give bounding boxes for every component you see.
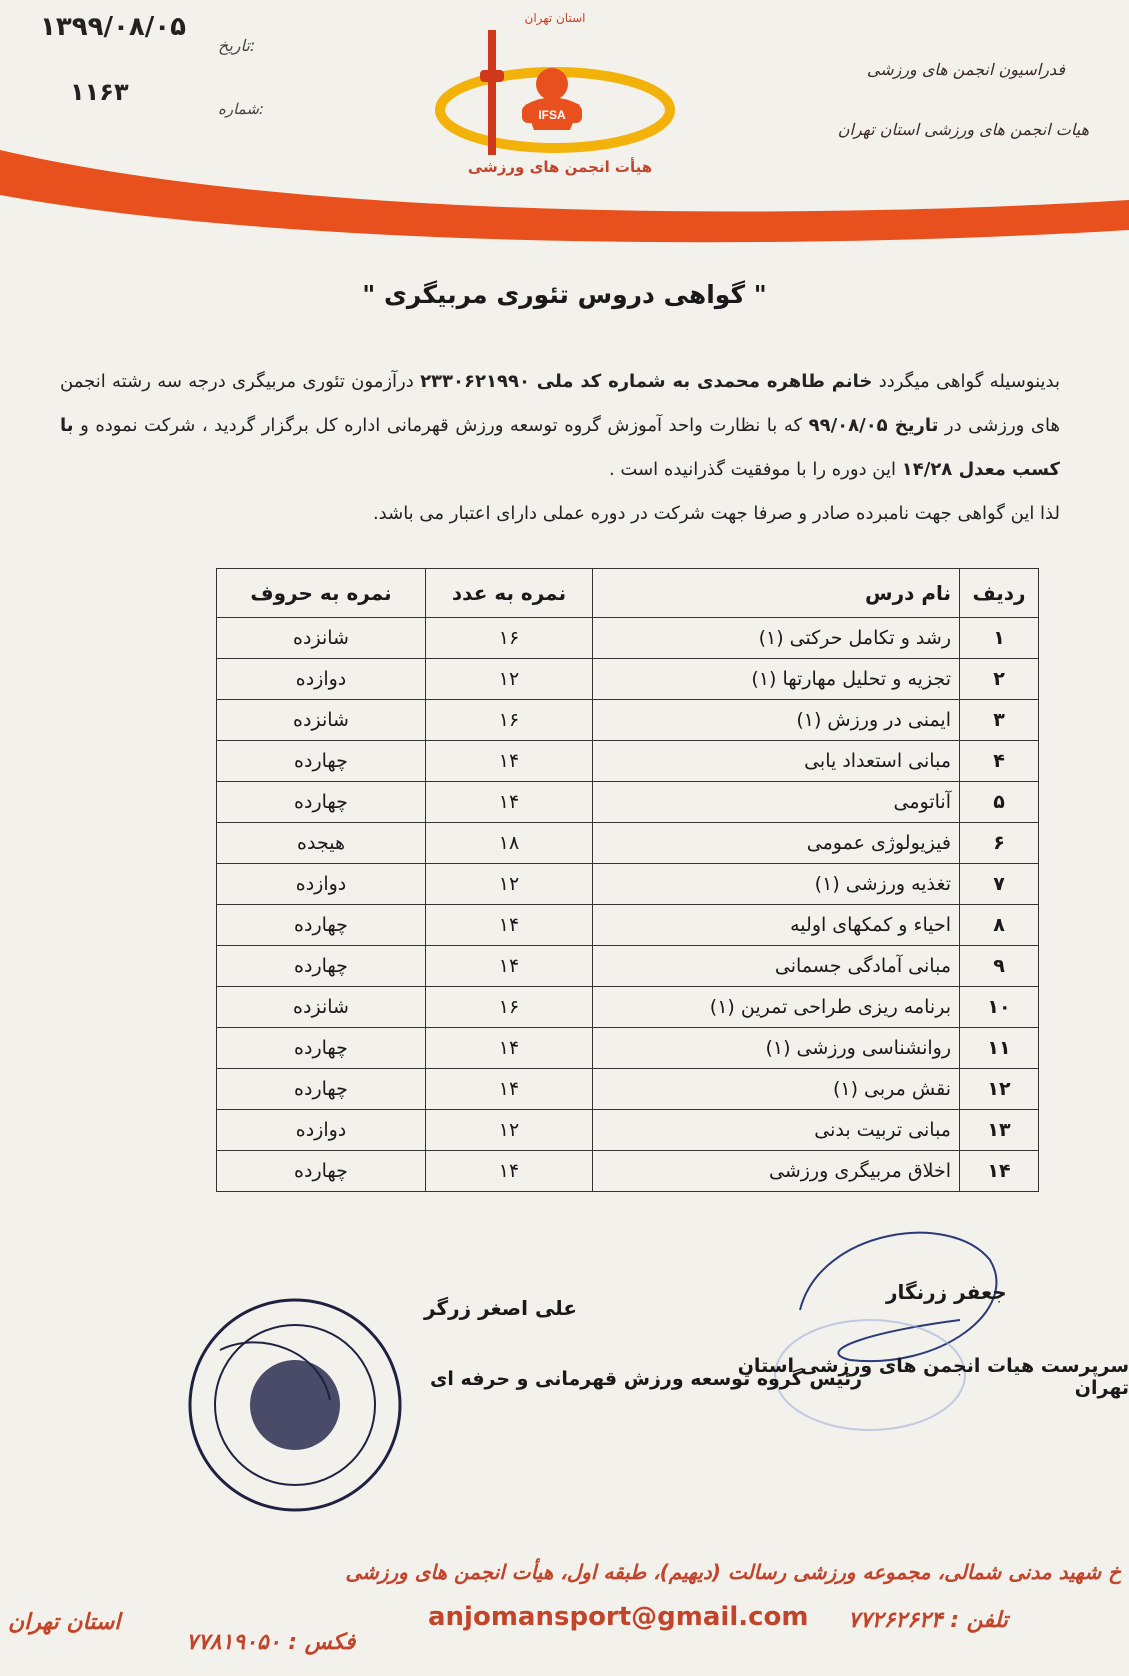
header-course-name: نام درس xyxy=(593,569,960,618)
signature-scribble xyxy=(760,1200,1060,1440)
score-words: دوازده xyxy=(217,864,426,905)
footer-address: خ شهید مدنی شمالی، مجموعه ورزشی رسالت (دیهیم)، طبقه اول، هیأت انجمن های ورزشی xyxy=(345,1560,1121,1584)
footer-city: استان تهران xyxy=(8,1610,121,1635)
score-number: ۱۲ xyxy=(426,659,593,700)
official-stamp xyxy=(180,1290,410,1520)
table-row xyxy=(217,1028,1039,1069)
header-score-words: نمره به حروف xyxy=(217,569,426,618)
table-row xyxy=(217,659,1039,700)
score-words: چهارده xyxy=(217,946,426,987)
score-words: چهارده xyxy=(217,1069,426,1110)
course-name: آناتومی xyxy=(593,782,960,823)
score-number: ۱۴ xyxy=(426,905,593,946)
score-words: چهارده xyxy=(217,1151,426,1192)
score-number: ۱۶ xyxy=(426,987,593,1028)
body-part-4: این دوره را با موفقیت گذرانیده است . xyxy=(608,459,897,480)
table-row xyxy=(217,618,1039,659)
course-name: تغذیه ورزشی (۱) xyxy=(593,864,960,905)
grades-table xyxy=(216,568,1039,1192)
row-number: ۳ xyxy=(960,700,1039,741)
row-number: ۱ xyxy=(960,618,1039,659)
grades-body xyxy=(217,618,1039,1192)
logo-bottom-text: هیأت انجمن های ورزشی xyxy=(467,158,653,176)
table-row xyxy=(217,905,1039,946)
row-number: ۲ xyxy=(960,659,1039,700)
score-number: ۱۴ xyxy=(426,741,593,782)
body-part-2: درآزمون تئوری مربیگری درجه سه رشته انجمن های ورزشی در xyxy=(60,371,1060,436)
row-number: ۷ xyxy=(960,864,1039,905)
body-recipient: خانم طاهره محمدی به شماره کد ملی ۲۳۳۰۶۲۱۹۹۰ xyxy=(420,371,873,392)
body-part-1: بدینوسیله گواهی میگردد xyxy=(878,371,1060,392)
certificate-body xyxy=(60,360,1060,536)
score-number: ۱۴ xyxy=(426,1151,593,1192)
footer-fax: فکس : ۷۷۸۱۹۰۵۰ xyxy=(186,1630,356,1655)
table-row xyxy=(217,782,1039,823)
row-number: ۱۲ xyxy=(960,1069,1039,1110)
logo-badge-text: IFSA xyxy=(538,108,566,122)
course-name: فیزیولوژی عمومی xyxy=(593,823,960,864)
footer-phone: تلفن : ۷۷۲۶۲۶۲۴ xyxy=(848,1608,1008,1633)
score-number: ۱۶ xyxy=(426,618,593,659)
header-date-value: ۱۳۹۹/۰۸/۰۵ xyxy=(40,12,186,42)
ifsa-logo xyxy=(430,0,680,200)
table-row xyxy=(217,946,1039,987)
course-name: مبانی تربیت بدنی xyxy=(593,1110,960,1151)
score-words: چهارده xyxy=(217,905,426,946)
score-words: چهارده xyxy=(217,1028,426,1069)
score-words: چهارده xyxy=(217,782,426,823)
row-number: ۶ xyxy=(960,823,1039,864)
score-number: ۱۶ xyxy=(426,700,593,741)
score-words: شانزده xyxy=(217,987,426,1028)
left-signatory-name: علی اصغر زرگر xyxy=(424,1296,577,1320)
header-row-number: ردیف xyxy=(960,569,1039,618)
row-number: ۱۰ xyxy=(960,987,1039,1028)
course-name: احیاء و کمکهای اولیه xyxy=(593,905,960,946)
score-words: دوازده xyxy=(217,659,426,700)
score-number: ۱۴ xyxy=(426,1069,593,1110)
score-number: ۱۴ xyxy=(426,1028,593,1069)
row-number: ۴ xyxy=(960,741,1039,782)
certificate-title: " گواهی دروس تئوری مربیگری " xyxy=(362,280,767,309)
table-row xyxy=(217,1151,1039,1192)
table-row xyxy=(217,1069,1039,1110)
score-number: ۱۴ xyxy=(426,782,593,823)
score-words: شانزده xyxy=(217,618,426,659)
score-words: شانزده xyxy=(217,700,426,741)
right-signatory-title: سرپرست هیات انجمن های ورزشی استان تهران xyxy=(737,1355,1129,1399)
course-name: تجزیه و تحلیل مهارتها (۱) xyxy=(593,659,960,700)
score-words: چهارده xyxy=(217,741,426,782)
score-number: ۱۲ xyxy=(426,864,593,905)
score-number: ۱۴ xyxy=(426,946,593,987)
table-row xyxy=(217,987,1039,1028)
header-number-label: شماره: xyxy=(218,100,264,118)
header-number-value: ۱۱۶۳ xyxy=(70,78,129,106)
header-date-label: تاریخ: xyxy=(218,36,256,55)
score-words: دوازده xyxy=(217,1110,426,1151)
footer-email: anjomansport@gmail.com xyxy=(428,1602,809,1632)
table-row xyxy=(217,1110,1039,1151)
row-number: ۹ xyxy=(960,946,1039,987)
table-row xyxy=(217,823,1039,864)
header-federation-name: فدراسیون انجمن های ورزشی xyxy=(866,60,1065,79)
table-row xyxy=(217,700,1039,741)
row-number: ۵ xyxy=(960,782,1039,823)
table-row xyxy=(217,741,1039,782)
body-part-5: لذا این گواهی جهت نامبرده صادر و صرفا جهت شرکت در دوره عملی دارای اعتبار می باشد. xyxy=(372,503,1060,524)
course-name: اخلاق مربیگری ورزشی xyxy=(593,1151,960,1192)
body-exam-date: تاریخ ۹۹/۰۸/۰۵ xyxy=(808,415,939,436)
course-name: مبانی استعداد یابی xyxy=(593,741,960,782)
left-signatory-title: رئیس گروه توسعه ورزش قهرمانی و حرفه ای xyxy=(430,1368,863,1390)
course-name: روانشناسی ورزشی (۱) xyxy=(593,1028,960,1069)
course-name: رشد و تکامل حرکتی (۱) xyxy=(593,618,960,659)
body-part-3: که با نظارت واحد آموزش گروه توسعه ورزش قهرمانی اداره کل برگزار گردید ، شرکت نموده و xyxy=(80,415,803,436)
grades-header-row xyxy=(217,569,1039,618)
header-score-number: نمره به عدد xyxy=(426,569,593,618)
course-name: برنامه ریزی طراحی تمرین (۱) xyxy=(593,987,960,1028)
body-average: با کسب معدل ۱۴/۲۸ xyxy=(60,415,1060,480)
course-name: نقش مربی (۱) xyxy=(593,1069,960,1110)
score-number: ۱۸ xyxy=(426,823,593,864)
table-row xyxy=(217,864,1039,905)
logo-top-text: استان تهران xyxy=(524,11,586,25)
row-number: ۱۴ xyxy=(960,1151,1039,1192)
score-words: هیجده xyxy=(217,823,426,864)
score-number: ۱۲ xyxy=(426,1110,593,1151)
course-name: مبانی آمادگی جسمانی xyxy=(593,946,960,987)
row-number: ۱۱ xyxy=(960,1028,1039,1069)
course-name: ایمنی در ورزش (۱) xyxy=(593,700,960,741)
row-number: ۸ xyxy=(960,905,1039,946)
right-signatory-name: جعفر زرنگار xyxy=(886,1280,1007,1304)
header-board-name: هیات انجمن های ورزشی استان تهران xyxy=(837,120,1089,139)
row-number: ۱۳ xyxy=(960,1110,1039,1151)
